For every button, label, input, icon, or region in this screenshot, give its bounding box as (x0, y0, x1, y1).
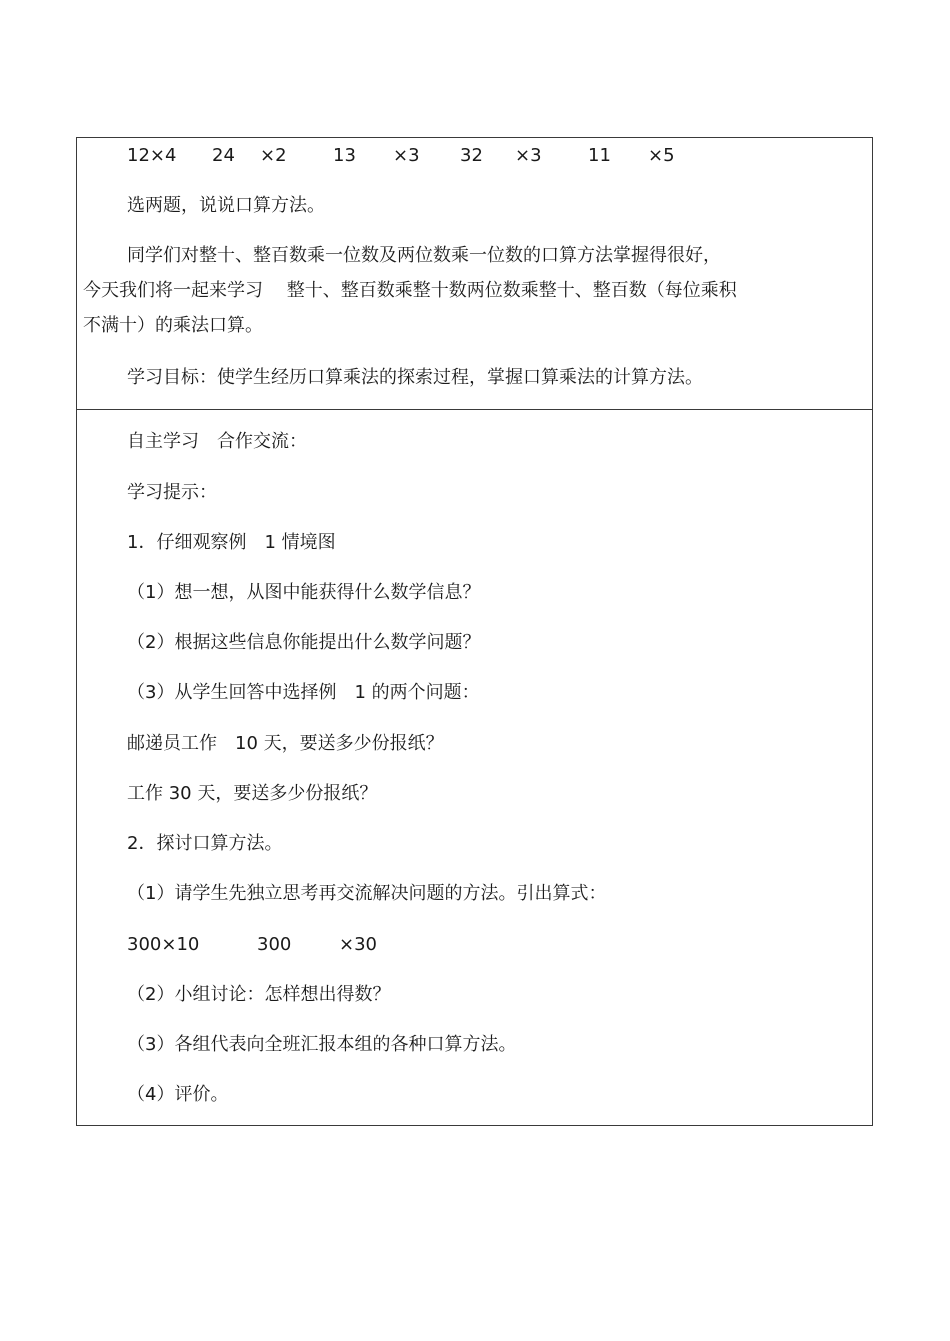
choose-prompt: 选两题，说说口算方法。 (127, 195, 325, 216)
step2-question-3: （3）各组代表向全班汇报本组的各种口算方法。 (127, 1034, 517, 1055)
step-1: 1．仔细观察例 1 情境图 (127, 532, 336, 553)
problem-1: 邮递员工作 10 天，要送多少份报纸？ (127, 733, 444, 754)
expression-item: 24 (212, 145, 235, 166)
step2-question-2: （2）小组讨论：怎样想出得数？ (127, 984, 391, 1005)
section-heading: 自主学习 合作交流： (127, 431, 307, 452)
expression-item: ×2 (260, 145, 287, 166)
expression-item: 32 (460, 145, 483, 166)
intro-line-3: 不满十）的乘法口算。 (83, 315, 263, 336)
intro-line-2: 今天我们将一起来学习 整十、整百数乘整十数两位数乘整十、整百数（每位乘积 (83, 280, 737, 301)
question-3: （3）从学生回答中选择例 1 的两个问题： (127, 682, 480, 703)
expression-item: ×3 (515, 145, 542, 166)
formula-row (127, 934, 527, 956)
warmup-cell (77, 138, 872, 410)
step2-question-1: （1）请学生先独立思考再交流解决问题的方法。引出算式： (127, 883, 607, 904)
tips-label: 学习提示： (127, 482, 217, 503)
formula-item: 300×10 (127, 934, 200, 955)
intro-line-1: 同学们对整十、整百数乘一位数及两位数乘一位数的口算方法掌握得很好， (127, 245, 721, 266)
formula-item: ×30 (339, 934, 377, 955)
learning-objective: 学习目标：使学生经历口算乘法的探索过程，掌握口算乘法的计算方法。 (127, 367, 703, 388)
expression-item: 11 (588, 145, 611, 166)
activity-cell (77, 410, 872, 1125)
question-1: （1）想一想，从图中能获得什么数学信息？ (127, 582, 481, 603)
problem-2: 工作 30 天，要送多少份报纸？ (127, 783, 378, 804)
lesson-table (76, 137, 873, 1126)
question-2: （2）根据这些信息你能提出什么数学问题？ (127, 632, 481, 653)
expression-item: ×5 (648, 145, 675, 166)
expression-item: 12×4 (127, 145, 177, 166)
expression-item: ×3 (393, 145, 420, 166)
formula-item: 300 (257, 934, 292, 955)
step2-question-4: （4）评价。 (127, 1084, 229, 1105)
expression-item: 13 (333, 145, 356, 166)
oral-calc-expressions (127, 145, 827, 167)
step-2: 2．探讨口算方法。 (127, 833, 283, 854)
